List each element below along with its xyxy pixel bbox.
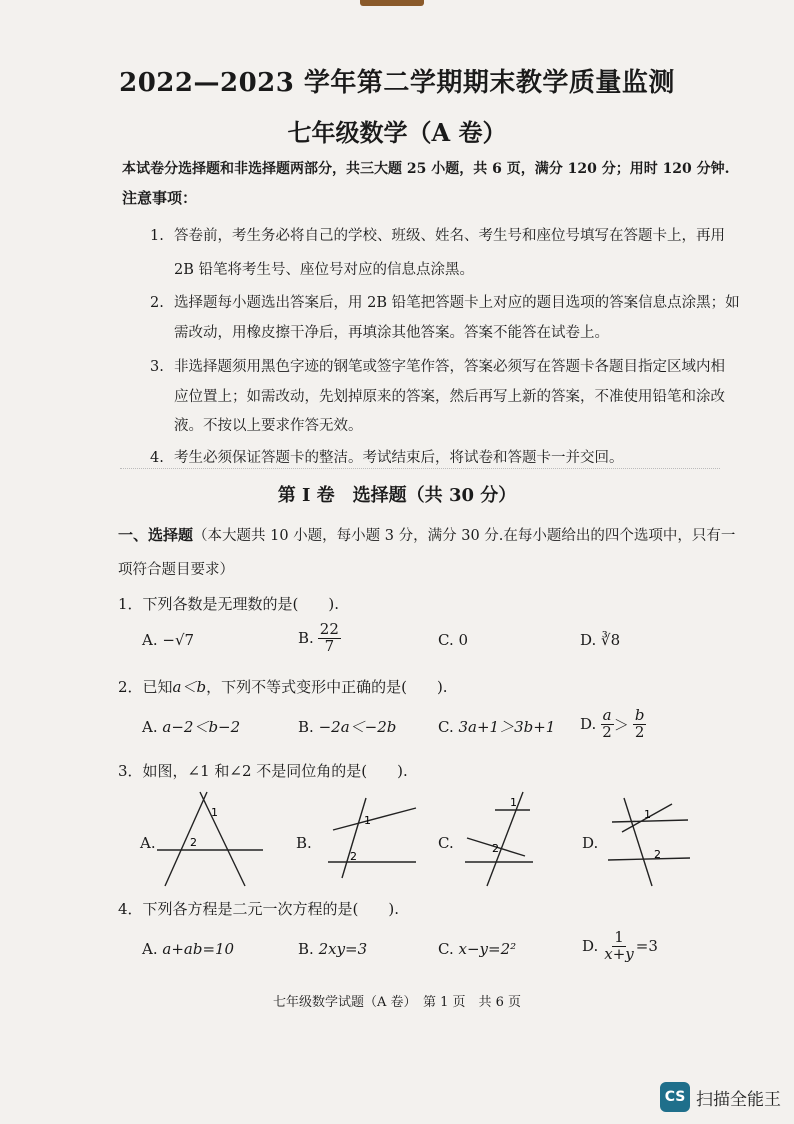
- question-2-stem: 2．已知a＜b，下列不等式变形中正确的是( ).: [118, 678, 448, 696]
- notice-item-2-line-2: 需改动，用橡皮擦干净后，再填涂其他答案。答案不能答在试卷上。: [174, 325, 609, 341]
- notice-item-3-line-3: 液。不按以上要求作答无效。: [174, 418, 363, 434]
- notice-item-1-line-1: 1. 答卷前，考生务必将自己的学校、班级、姓名、考生号和座位号填写在答题卡上，再用: [150, 228, 725, 244]
- question-2-option-c: C. 3a+1＞3b+1: [438, 717, 556, 736]
- question-3-option-c-label: C.: [438, 834, 454, 852]
- question-4-option-d: D. $\frac{1}{x+y}$ =3: [582, 928, 658, 963]
- angle-label-1: 1: [364, 814, 371, 827]
- question-1-stem: 1．下列各数是无理数的是( ).: [118, 595, 340, 613]
- question-1-option-c: C. 0: [438, 631, 469, 649]
- page-footer: 七年级数学试题（A 卷） 第 1 页 共 6 页: [272, 995, 522, 1010]
- question-4-stem: 4．下列各方程是二元一次方程的是( ).: [118, 900, 400, 918]
- question-3-option-a-label: A.: [140, 834, 156, 852]
- angle-label-2: 2: [350, 850, 357, 863]
- section-title: 第 I 卷 选择题（共 30 分）: [277, 485, 517, 506]
- top-binding-mark: [360, 0, 424, 6]
- angle-label-1: 1: [211, 806, 218, 819]
- question-3-option-b-label: B.: [296, 834, 312, 852]
- camscanner-logo-icon: CS: [660, 1082, 690, 1112]
- question-3-figure-d: [600, 790, 695, 890]
- question-4-option-b: B. 2xy=3: [298, 940, 368, 958]
- question-3-figure-a: [155, 790, 265, 890]
- question-3-stem: 3．如图，∠1 和∠2 不是同位角的是( ).: [118, 762, 408, 780]
- question-2-option-b: B. −2a＜−2b: [298, 717, 397, 736]
- part-heading: 一、选择题（本大题共 10 小题，每小题 3 分，满分 30 分.在每小题给出的四个选项中，只有一: [118, 526, 736, 544]
- question-2-option-a: A. a−2＜b−2: [142, 717, 241, 736]
- angle-label-2: 2: [654, 848, 661, 861]
- question-3-figure-c: [455, 790, 565, 890]
- question-1-option-a: A. −√7: [142, 631, 195, 649]
- question-3-figure-b: [318, 790, 418, 880]
- part-desc-line-2: 项符合题目要求）: [118, 562, 234, 578]
- question-3-option-d-label: D.: [582, 834, 599, 852]
- question-1-option-b: B. $\frac{22}{7}$: [298, 620, 339, 655]
- page-subtitle: 七年级数学（A 卷）: [287, 118, 507, 147]
- notice-item-1-line-2: 2B 铅笔将考生号、座位号对应的信息点涂黑。: [174, 262, 474, 278]
- notice-item-3-line-1: 3. 非选择题须用黑色字迹的钢笔或签字笔作答，答案必须写在答题卡各题目指定区域内相: [150, 359, 725, 375]
- question-1-option-d: D. ∛8: [580, 631, 621, 649]
- page-title: 2022—2023 学年第二学期期末教学质量监测: [119, 68, 675, 98]
- divider: [120, 468, 720, 469]
- angle-label-1: 1: [644, 808, 651, 821]
- scanner-watermark: [660, 1082, 781, 1112]
- notice-item-3-line-2: 应位置上；如需改动，先划掉原来的答案，然后再写上新的答案，不准使用铅笔和涂改: [174, 389, 725, 405]
- angle-label-2: 2: [492, 842, 499, 855]
- exam-intro: 本试卷分选择题和非选择题两部分，共三大题 25 小题，共 6 页，满分 120 分；用时 120 分钟.: [122, 161, 730, 177]
- scanner-app-name: 扫描全能王: [696, 1089, 781, 1110]
- question-4-option-c: C. x−y=2²: [438, 940, 517, 958]
- question-2-option-d: D. $\frac{a}{2}$ ＞ $\frac{b}{2}$: [580, 706, 645, 741]
- question-4-option-a: A. a+ab=10: [142, 940, 235, 958]
- notice-item-2-line-1: 2. 选择题每小题选出答案后，用 2B 铅笔把答题卡上对应的题目选项的答案信息点涂黑；如: [150, 295, 740, 311]
- notice-heading: 注意事项：: [122, 189, 198, 207]
- angle-label-2: 2: [190, 836, 197, 849]
- angle-label-1: 1: [510, 796, 517, 809]
- notice-item-4-line-1: 4. 考生必须保证答题卡的整洁。考试结束后，将试卷和答题卡一并交回。: [150, 450, 624, 466]
